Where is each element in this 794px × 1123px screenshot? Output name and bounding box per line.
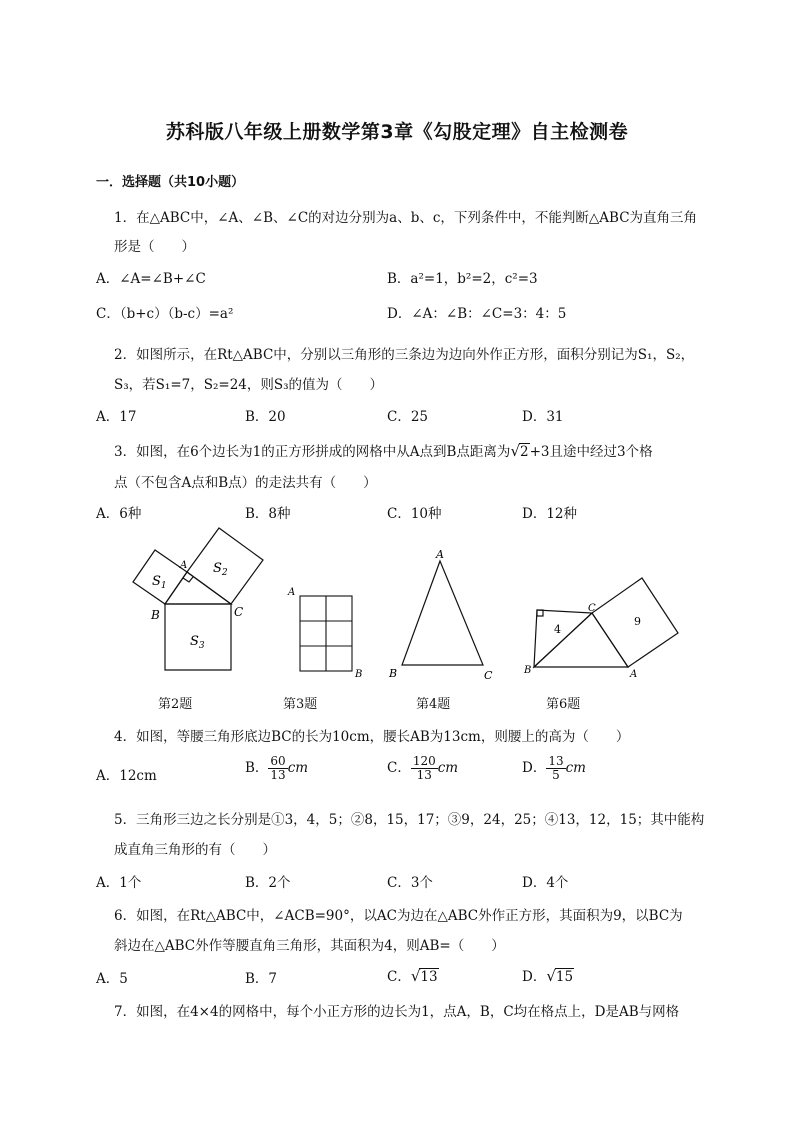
fig6-point-b: B — [524, 665, 532, 676]
sqrt-symbol: √ — [410, 967, 421, 985]
q2-stem-line2: S₃，若S₁=7，S₂=24，则S₃的值为（ ） — [114, 377, 384, 393]
q2-option-a: A．17 — [96, 409, 137, 425]
q1-stem-line1: 1．在△ABC中，∠A、∠B、∠C的对边分别为a、b、c，下列条件中，不能判断△ABC为直角三角 — [114, 210, 698, 226]
fig6-label-4: 4 — [554, 623, 561, 636]
fig2-caption: 第2题 — [158, 697, 193, 712]
fig4-point-b: B — [389, 667, 398, 680]
q4-option-b — [245, 755, 308, 782]
q4-d-numerator: 13 — [548, 754, 564, 768]
q1-stem-line2: 形是（ ） — [114, 239, 195, 255]
q3-stem-text-b: +3且途中经过3个格 — [529, 444, 653, 460]
q4-b-prefix: B． — [245, 760, 269, 776]
q6-stem-line2: 斜边在△ABC外作等腰直角三角形，其面积为4，则AB=（ ） — [114, 938, 505, 954]
q2-option-d: D．31 — [522, 409, 564, 425]
q1-option-a: A．∠A=∠B+∠C — [96, 271, 206, 287]
fig4-caption: 第4题 — [416, 697, 451, 712]
q4-b-numerator: 60 — [270, 754, 286, 768]
q3-option-a: A．6种 — [96, 506, 142, 522]
fig2-point-b: B — [151, 608, 160, 622]
q4-option-c — [387, 755, 458, 782]
fig6-point-a: A — [630, 669, 638, 680]
q6-option-d — [522, 965, 574, 985]
fig6-right-angle-mark — [537, 610, 543, 616]
sqrt-symbol: √ — [510, 442, 520, 460]
q4-c-prefix: C． — [387, 760, 411, 776]
q4-d-prefix: D． — [522, 760, 547, 776]
section-heading: 一．选择题（共10小题） — [96, 175, 245, 190]
q6-option-a: A．5 — [96, 971, 128, 987]
q6-c-prefix: C． — [387, 969, 411, 985]
q3-option-b: B．8种 — [245, 506, 291, 522]
q6-d-prefix: D． — [522, 969, 547, 985]
fig2-point-c: C — [234, 605, 244, 619]
fig2-s2-label: $S_2$ — [213, 561, 228, 578]
q3-stem-text-a: 3．如图，在6个边长为1的正方形拼成的网格中从A点到B点距离为 — [114, 444, 511, 460]
fig2-s3-label: $S_3$ — [190, 634, 205, 651]
q3-option-d: D．12种 — [522, 506, 578, 522]
q4-c-denominator: 13 — [416, 768, 432, 782]
q6-c-radicand: 13 — [420, 969, 438, 985]
q1-option-d: D．∠A：∠B：∠C=3：4：5 — [387, 306, 567, 322]
fig3-point-b: B — [355, 669, 363, 680]
q5-stem-line2: 成直角三角形的有（ ） — [114, 842, 276, 858]
fig4-triangle — [402, 561, 483, 665]
q5-option-d: D．4个 — [522, 875, 569, 891]
q7-stem-line1: 7．如图，在4×4的网格中，每个小正方形的边长为1，点A，B，C均在格点上，D是AB与网格 — [114, 1004, 680, 1020]
q2-stem-line1: 2．如图所示，在Rt△ABC中，分别以三角形的三条边为边向外作正方形，面积分别记为S₁，S₂， — [114, 347, 695, 363]
figures-strip — [0, 525, 794, 725]
fig3-point-a: A — [288, 587, 296, 598]
fig2-s1-label: $S_1$ — [152, 574, 167, 591]
q5-option-a: A．1个 — [96, 875, 142, 891]
q5-option-b: B．2个 — [245, 875, 291, 891]
q1-option-b: B．a²=1，b²=2，c²=3 — [387, 271, 538, 287]
fig2-square-s2 — [187, 528, 263, 604]
q4-b-denominator: 13 — [270, 768, 286, 782]
fig2-right-angle-mark — [183, 577, 193, 582]
q5-option-c: C．3个 — [387, 875, 433, 891]
q4-option-a: A．12cm — [96, 768, 157, 784]
q6-option-c — [387, 965, 439, 985]
q4-option-d — [522, 755, 586, 782]
page-title: 苏科版八年级上册数学第3章《勾股定理》自主检测卷 — [165, 121, 629, 143]
q1-option-c: C．（b+c）（b-c）=a² — [96, 306, 234, 322]
q4-stem-line1: 4．如图，等腰三角形底边BC的长为10cm，腰长AB为13cm，则腰上的高为（ ） — [114, 729, 630, 745]
fig6-label-9: 9 — [634, 615, 641, 628]
fig6-point-c: C — [588, 603, 596, 614]
q6-stem-line1: 6．如图，在Rt△ABC中，∠ACB=90°，以AC为边在△ABC外作正方形，其面积为9，以BC为 — [114, 908, 683, 924]
fig6-triangle-abc — [534, 613, 628, 667]
q3-stem-line2: 点（不包含A点和B点）的走法共有（ ） — [114, 475, 377, 491]
q4-c-unit: cm — [437, 760, 459, 776]
q4-c-fraction — [411, 755, 438, 782]
q3-option-c: C．10种 — [387, 506, 442, 522]
q6-d-radicand: 15 — [555, 969, 574, 985]
q5-stem-line1: 5．三角形三边之长分别是①3，4，5；②8，15，17；③9，24，25；④13，12，15；其中能构 — [114, 812, 705, 828]
fig4-point-a: A — [436, 548, 444, 561]
q2-option-b: B．20 — [245, 409, 286, 425]
fig4-point-c: C — [484, 669, 493, 682]
q4-c-numerator: 120 — [412, 754, 436, 768]
q4-d-fraction — [546, 755, 565, 782]
q4-d-denominator: 5 — [552, 768, 560, 782]
q2-option-c: C．25 — [387, 409, 429, 425]
q4-d-unit: cm — [565, 760, 586, 776]
sqrt-symbol: √ — [546, 967, 556, 985]
q4-b-unit: cm — [287, 760, 309, 776]
fig3-caption: 第3题 — [283, 697, 318, 712]
q3-radicand: 2 — [520, 444, 529, 460]
q3-stem-line1 — [114, 440, 653, 460]
q4-b-fraction — [268, 755, 287, 782]
fig6-isosceles-right-triangle — [534, 610, 592, 667]
fig6-caption: 第6题 — [546, 697, 581, 712]
q6-option-b: B．7 — [245, 971, 278, 987]
figure-3 — [300, 596, 352, 671]
figure-4 — [402, 561, 483, 665]
fig2-point-a: A — [180, 560, 188, 571]
